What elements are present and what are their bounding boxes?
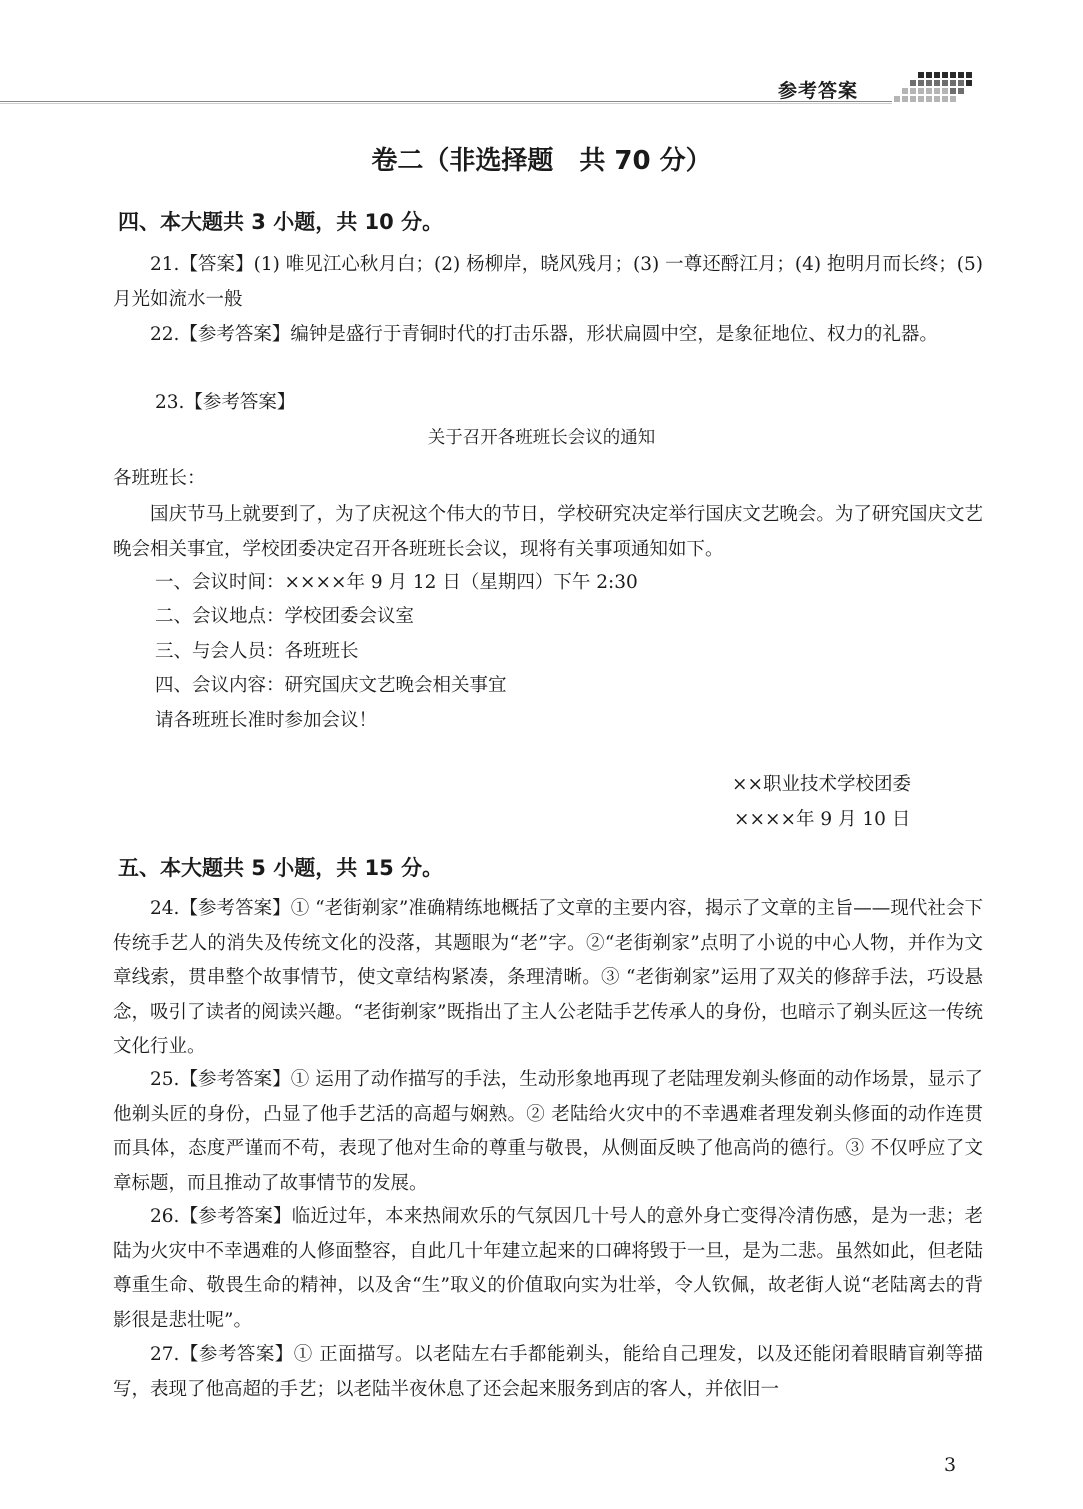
notice-item: 二、会议地点：学校团委会议室 [155,606,415,627]
notice-body: 国庆节马上就要到了，为了庆祝这个伟大的节日，学校研究决定举行国庆文艺晚会。为了研究国庆文艺晚会相关事宜，学校团委决定召开各班班长会议，现将有关事项通知如下。 [113,504,983,560]
answer-26: 26.【参考答案】临近过年，本来热闹欢乐的气氛因几十号人的意外身亡变得冷清伤感，是为一悲；老陆为火灾中不幸遇难的人修面整容，自此几十年建立起来的口碑将毁于一旦，是为二悲。虽然如此，但老陆尊重生命、敬畏生命的精神，以及舍“生”取义的价值取向实为壮举，令人钦佩，故老街人说“老陆离去的背影很是悲壮呢”。 [113,1206,983,1331]
answer-21: 21.【答案】(1) 唯见江心秋月白；(2) 杨柳岸，晓风残月；(3) 一尊还酹江月；(4) 抱明月而长终；(5) 月光如流水一般 [113,254,983,310]
answer-22: 22.【参考答案】编钟是盛行于青铜时代的打击乐器，形状扁圆中空，是象征地位、权力的礼器。 [150,324,938,345]
notice-item: 一、会议时间：××××年 9 月 12 日（星期四）下午 2:30 [155,572,638,593]
answer-23-label: 23.【参考答案】 [155,392,296,413]
header-rule [0,101,892,102]
notice-closing: 请各班班长准时参加会议！ [155,710,378,731]
notice-date: ××××年 9 月 10 日 [734,809,911,830]
notice-item: 三、与会人员：各班班长 [155,641,359,662]
answer-27: 27.【参考答案】① 正面描写。以老陆左右手都能剃头，能给自己理发，以及还能闭着眼睛盲剃等描写，表现了他高超的手艺；以老陆半夜休息了还会起来服务到店的客人，并依旧一 [113,1344,983,1400]
answer-25: 25.【参考答案】① 运用了动作描写的手法，生动形象地再现了老陆理发剃头修面的动作场景，显示了他剃头匠的身份，凸显了他手艺活的高超与娴熟。② 老陆给火灾中的不幸遇难者理发剃头修面的动作连贯而具体，态度严谨而不苟，表现了他对生命的尊重与敬畏，从侧面反映了他高尚的德行。③ 不仅呼应了文章标题，而且推动了故事情节的发展。 [113,1069,983,1194]
notice-item: 四、会议内容：研究国庆文艺晚会相关事宜 [155,675,507,696]
section-heading-4: 四、本大题共 3 小题，共 10 分。 [118,210,444,234]
header-rule-shadow [0,103,892,104]
page-number: 3 [944,1454,957,1476]
notice-title: 关于召开各班班长会议的通知 [427,428,656,448]
header-section-label: 参考答案 [778,80,859,102]
answer-24: 24.【参考答案】① “老街剃家”准确精练地概括了文章的主要内容，揭示了文章的主旨——现代社会下传统手艺人的消失及传统文化的没落，其题眼为“老”字。②“老街剃家”点明了小说的中心人物，并作为文章线索，贯串整个故事情节，使文章结构紧凑，条理清晰。③ “老街剃家”运用了双关的修辞手法，巧设悬念，吸引了读者的阅读兴趣。“老街剃家”既指出了主人公老陆手艺传承人的身份，也暗示了剃头匠这一传统文化行业。 [113,898,983,1057]
page-title: 卷二（非选择题 共 70 分） [371,146,712,176]
notice-signature: ××职业技术学校团委 [732,774,912,795]
notice-salutation: 各班班长： [113,468,206,489]
header-dots-decoration-icon [892,70,984,104]
section-heading-5: 五、本大题共 5 小题，共 15 分。 [118,856,444,880]
